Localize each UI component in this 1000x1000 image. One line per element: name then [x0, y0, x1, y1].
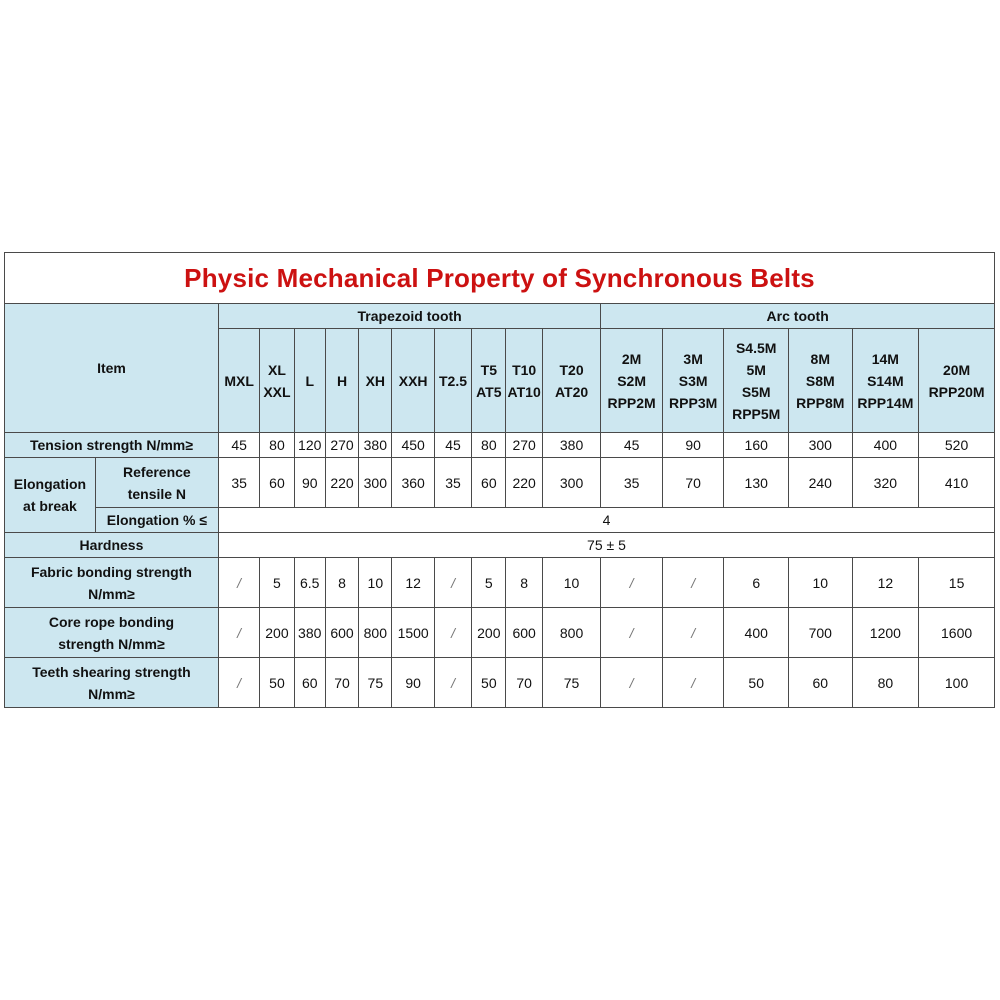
- fabric-bonding-value: /: [434, 558, 471, 608]
- teeth-shearing-value: /: [218, 658, 259, 708]
- belt-type-label: RPP3M: [669, 394, 718, 411]
- belt-type-label: T5: [480, 361, 497, 378]
- title-row: [5, 253, 995, 304]
- core-rope-bonding-value: /: [434, 608, 471, 658]
- tension-strength-value: 45: [434, 433, 471, 458]
- trap-type-header: [434, 329, 471, 433]
- fabric-bonding-value: 12: [392, 558, 434, 608]
- teeth-shearing-value: /: [601, 658, 663, 708]
- teeth-shearing-value: 90: [392, 658, 434, 708]
- trap-type-header: [506, 329, 542, 433]
- core-rope-bonding-value: 200: [260, 608, 294, 658]
- trap-type-header: [294, 329, 325, 433]
- teeth-shearing-line: N/mm≥: [88, 685, 135, 702]
- core-rope-bonding-value: 400: [724, 608, 789, 658]
- reference-tensile-value: 90: [294, 458, 325, 508]
- belt-type-label: T2.5: [439, 372, 468, 389]
- reference-tensile-value: 240: [789, 458, 853, 508]
- fabric-bonding-value: /: [218, 558, 259, 608]
- elongation-at-break-line: Elongation: [13, 476, 87, 492]
- elongation-at-break-label: [5, 458, 96, 533]
- belt-type-label: XH: [365, 372, 386, 389]
- trap-type-header: [260, 329, 294, 433]
- fabric-bonding-value: 8: [325, 558, 358, 608]
- group-header-row: [5, 304, 995, 329]
- core-rope-bonding-value: 600: [325, 608, 358, 658]
- reference-tensile-row: [5, 458, 995, 508]
- reference-tensile-line: Reference: [123, 463, 191, 480]
- teeth-shearing-label: [5, 658, 219, 708]
- reference-tensile-value: 220: [325, 458, 358, 508]
- arc-type-header: [789, 329, 853, 433]
- teeth-shearing-row: [5, 658, 995, 708]
- belt-type-label: RPP14M: [857, 394, 914, 411]
- fabric-bonding-line: N/mm≥: [88, 585, 135, 602]
- core-rope-bonding-line: Core rope bonding: [48, 613, 175, 630]
- reference-tensile-value: 35: [434, 458, 471, 508]
- fabric-bonding-value: /: [601, 558, 663, 608]
- reference-tensile-value: 35: [218, 458, 259, 508]
- belt-type-label: 14M: [871, 350, 899, 367]
- core-rope-bonding-value: 700: [789, 608, 853, 658]
- hardness-label: Hardness: [5, 533, 219, 558]
- tension-strength-value: 380: [359, 433, 392, 458]
- fabric-bonding-value: 10: [542, 558, 601, 608]
- elongation-percent-label: Elongation % ≤: [95, 508, 218, 533]
- fabric-bonding-line: Fabric bonding strength: [30, 563, 192, 580]
- fabric-bonding-value: 5: [260, 558, 294, 608]
- page-title: Physic Mechanical Property of Synchronous Belts: [5, 253, 995, 304]
- teeth-shearing-value: 80: [852, 658, 919, 708]
- trap-type-header: [218, 329, 259, 433]
- core-rope-bonding-value: 800: [359, 608, 392, 658]
- reference-tensile-value: 300: [542, 458, 601, 508]
- arc-tooth-header: Arc tooth: [601, 304, 995, 329]
- reference-tensile-value: 60: [260, 458, 294, 508]
- tension-strength-value: 45: [601, 433, 663, 458]
- trap-type-header: [359, 329, 392, 433]
- fabric-bonding-value: 6.5: [294, 558, 325, 608]
- teeth-shearing-value: 100: [919, 658, 995, 708]
- fabric-bonding-value: 10: [789, 558, 853, 608]
- hardness-row: [5, 533, 995, 558]
- belt-type-label: RPP5M: [732, 405, 781, 422]
- elongation-percent-row: [5, 508, 995, 533]
- fabric-bonding-value: /: [662, 558, 724, 608]
- belt-type-label: L: [305, 372, 315, 389]
- belt-type-label: RPP2M: [607, 394, 656, 411]
- core-rope-bonding-row: [5, 608, 995, 658]
- tension-strength-value: 380: [542, 433, 601, 458]
- fabric-bonding-label: [5, 558, 219, 608]
- belt-type-label: 20M: [942, 361, 971, 378]
- core-rope-bonding-value: /: [601, 608, 663, 658]
- teeth-shearing-value: 50: [724, 658, 789, 708]
- elongation-percent-value: 4: [218, 508, 994, 533]
- trap-type-header: [472, 329, 506, 433]
- core-rope-bonding-value: 200: [472, 608, 506, 658]
- tension-strength-value: 90: [662, 433, 724, 458]
- teeth-shearing-value: 60: [789, 658, 853, 708]
- tension-strength-value: 520: [919, 433, 995, 458]
- teeth-shearing-value: 75: [542, 658, 601, 708]
- belt-type-label: T10: [512, 361, 537, 378]
- teeth-shearing-value: 60: [294, 658, 325, 708]
- reference-tensile-value: 300: [359, 458, 392, 508]
- arc-type-header: [724, 329, 789, 433]
- core-rope-bonding-value: 1500: [392, 608, 434, 658]
- core-rope-bonding-line: strength N/mm≥: [58, 635, 165, 652]
- fabric-bonding-value: 15: [919, 558, 995, 608]
- hardness-value: 75 ± 5: [218, 533, 994, 558]
- property-table: [4, 252, 995, 708]
- fabric-bonding-value: 10: [359, 558, 392, 608]
- core-rope-bonding-value: /: [218, 608, 259, 658]
- teeth-shearing-value: 75: [359, 658, 392, 708]
- reference-tensile-value: 35: [601, 458, 663, 508]
- core-rope-bonding-value: 600: [506, 608, 542, 658]
- teeth-shearing-value: /: [434, 658, 471, 708]
- teeth-shearing-value: /: [662, 658, 724, 708]
- tension-strength-value: 160: [724, 433, 789, 458]
- tension-strength-value: 80: [260, 433, 294, 458]
- belt-type-label: MXL: [224, 372, 254, 389]
- tension-strength-value: 270: [506, 433, 542, 458]
- tension-strength-value: 120: [294, 433, 325, 458]
- trapezoid-tooth-header: Trapezoid tooth: [218, 304, 600, 329]
- belt-type-label: 2M: [621, 350, 642, 367]
- belt-type-label: S5M: [741, 383, 771, 400]
- fabric-bonding-value: 8: [506, 558, 542, 608]
- reference-tensile-value: 130: [724, 458, 789, 508]
- belt-type-label: 8M: [810, 350, 830, 367]
- belt-type-label: S3M: [678, 372, 708, 389]
- core-rope-bonding-label: [5, 608, 219, 658]
- belt-type-label: H: [336, 372, 348, 389]
- teeth-shearing-value: 50: [472, 658, 506, 708]
- belt-type-label: S4.5M: [735, 339, 777, 356]
- trap-type-header: [392, 329, 434, 433]
- tension-strength-row: [5, 433, 995, 458]
- tension-strength-value: 450: [392, 433, 434, 458]
- fabric-bonding-row: [5, 558, 995, 608]
- reference-tensile-value: 70: [662, 458, 724, 508]
- belt-type-label: AT20: [554, 383, 589, 400]
- belt-type-label: AT10: [507, 383, 541, 400]
- tension-strength-value: 400: [852, 433, 919, 458]
- tension-strength-value: 80: [472, 433, 506, 458]
- arc-type-header: [852, 329, 919, 433]
- teeth-shearing-value: 70: [325, 658, 358, 708]
- item-header: Item: [5, 304, 219, 433]
- core-rope-bonding-value: 800: [542, 608, 601, 658]
- belt-type-label: S2M: [617, 372, 646, 389]
- core-rope-bonding-value: /: [662, 608, 724, 658]
- reference-tensile-label: [95, 458, 218, 508]
- belt-type-label: 5M: [746, 361, 766, 378]
- belt-type-label: XL: [268, 361, 286, 378]
- core-rope-bonding-value: 1200: [852, 608, 919, 658]
- belt-type-label: AT5: [476, 383, 502, 400]
- belt-type-label: 3M: [683, 350, 703, 367]
- teeth-shearing-line: Teeth shearing strength: [32, 663, 191, 680]
- fabric-bonding-value: 12: [852, 558, 919, 608]
- arc-type-header: [662, 329, 724, 433]
- arc-type-header: [601, 329, 663, 433]
- belt-type-label: S14M: [867, 372, 904, 389]
- belt-type-label: RPP8M: [796, 394, 845, 411]
- reference-tensile-value: 360: [392, 458, 434, 508]
- core-rope-bonding-value: 380: [294, 608, 325, 658]
- fabric-bonding-value: 5: [472, 558, 506, 608]
- core-rope-bonding-value: 1600: [919, 608, 995, 658]
- trap-type-header: [542, 329, 601, 433]
- reference-tensile-line: tensile N: [127, 485, 187, 502]
- tension-strength-value: 300: [789, 433, 853, 458]
- elongation-at-break-line: at break: [23, 498, 77, 514]
- trap-type-header: [325, 329, 358, 433]
- reference-tensile-value: 220: [506, 458, 542, 508]
- belt-type-label: S8M: [805, 372, 835, 389]
- reference-tensile-value: 410: [919, 458, 995, 508]
- reference-tensile-value: 60: [472, 458, 506, 508]
- belt-type-label: RPP20M: [928, 383, 985, 400]
- teeth-shearing-value: 70: [506, 658, 542, 708]
- tension-strength-label: Tension strength N/mm≥: [5, 433, 219, 458]
- fabric-bonding-value: 6: [724, 558, 789, 608]
- belt-type-label: XXL: [263, 383, 291, 400]
- belt-type-label: T20: [559, 361, 584, 378]
- belt-type-label: XXH: [398, 372, 428, 389]
- reference-tensile-value: 320: [852, 458, 919, 508]
- teeth-shearing-value: 50: [260, 658, 294, 708]
- tension-strength-value: 270: [325, 433, 358, 458]
- tension-strength-value: 45: [218, 433, 259, 458]
- arc-type-header: [919, 329, 995, 433]
